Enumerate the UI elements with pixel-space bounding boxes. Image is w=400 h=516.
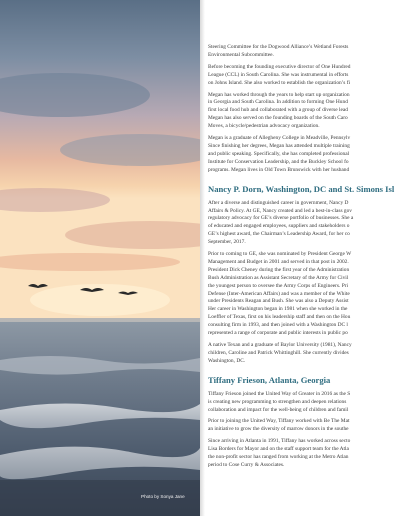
frieson-paragraph-2: Prior to joining the United Way, Tiffany worked with Be The Mat an initiative to grow the diversity of marrow donors in the southe [208,418,350,433]
intro-paragraph-1: Steering Committee for the Dogwood Alliance’s Wetland Forests Environmental Subcommittee. [208,44,349,58]
intro-paragraph-2: Before becoming the founding executive director of One Hundred League (CCL) in South Carolina. She was instrumental in efforts on Johns Island. She also worked to establish the organization’s fi [208,63,351,86]
intro-paragraph-4: Megan is a graduate of Allegheny College in Meadville, Pennsylv Since finishing her degrees, Megan has attended multiple training and public speaking. Specifically, she has completed professional Institute for Conservation Leadership, and the Buckley School fo programs. Megan lives in Old Town Brunswick with her husband [208,135,351,173]
section-heading-frieson: Tiffany Frieson, Atlanta, Georgia [208,374,331,385]
intro-paragraph-3: Megan has worked through the years to help start up organization in Georgia and South Carolina. In addition to forming One Hund first local food hub and collaborated with a group of diverse lead Megan has also served on the founding boards of the South Caro Moves, a bicycle/pedestrian advocacy organization. [208,91,350,130]
photo-credit: Photo by Sonya Jane [141,494,185,499]
section-heading-dorn: Nancy P. Dorn, Washington, DC and St. Simons Isl [208,183,395,194]
frieson-paragraph-3: Since arriving in Atlanta in 1991, Tiffany has worked across secto Lisa Borders for Mayor and on the staff support team for the Atla the non-profit sector has ranged from working at the Metro Atlan period to Cose Curry & Associates. [208,438,351,468]
dorn-paragraph-1: After a diverse and distinguished career in government, Nancy D Affairs & Policy. At GE, Nancy created and led a best-in-class gov regulatory advocacy for GE’s diverse portfolio of businesses. She a of educated and engaged employees, suppliers and stakeholders o GE’s highest award, the Chairman’s Leadership Award, for her co September, 2017. [208,199,354,246]
dorn-paragraph-3: A native Texan and a graduate of Baylor University (1981), Nancy children, Caroline and Patrick Whittinghill. She currently divides Washington, DC. [208,342,352,364]
frieson-paragraph-1: Tiffany Frieson joined the United Way of Greater in 2016 as the S is creating new programming to strengthen and deepen relations collaboration and impact for the well-being of children and famil [208,390,351,413]
dorn-paragraph-2: Prior to coming to GE, she was nominated by President George W Management and Budget in 2001 and served in that post in 2002. President Dick Cheney during the first year of the Administration Bush Administration as Assistant Secretary of the Army for Civil the youngest person to oversee the Army Corps of Engineers. Pri Defense (Inter-American Affairs) and was a member of the White under Presidents Reagan and Bush. She was also a Deputy Assist Her career in Washington began in 1981 when she worked in the Loeffler of Texas, first on his leadership staff and then on the Hou consulting firm in 1993, and then joined with a Washington DC l represented a range of corporate and public interests in public po [208,251,352,337]
page-gutter [200,0,205,516]
bio-text-column [208,44,400,514]
